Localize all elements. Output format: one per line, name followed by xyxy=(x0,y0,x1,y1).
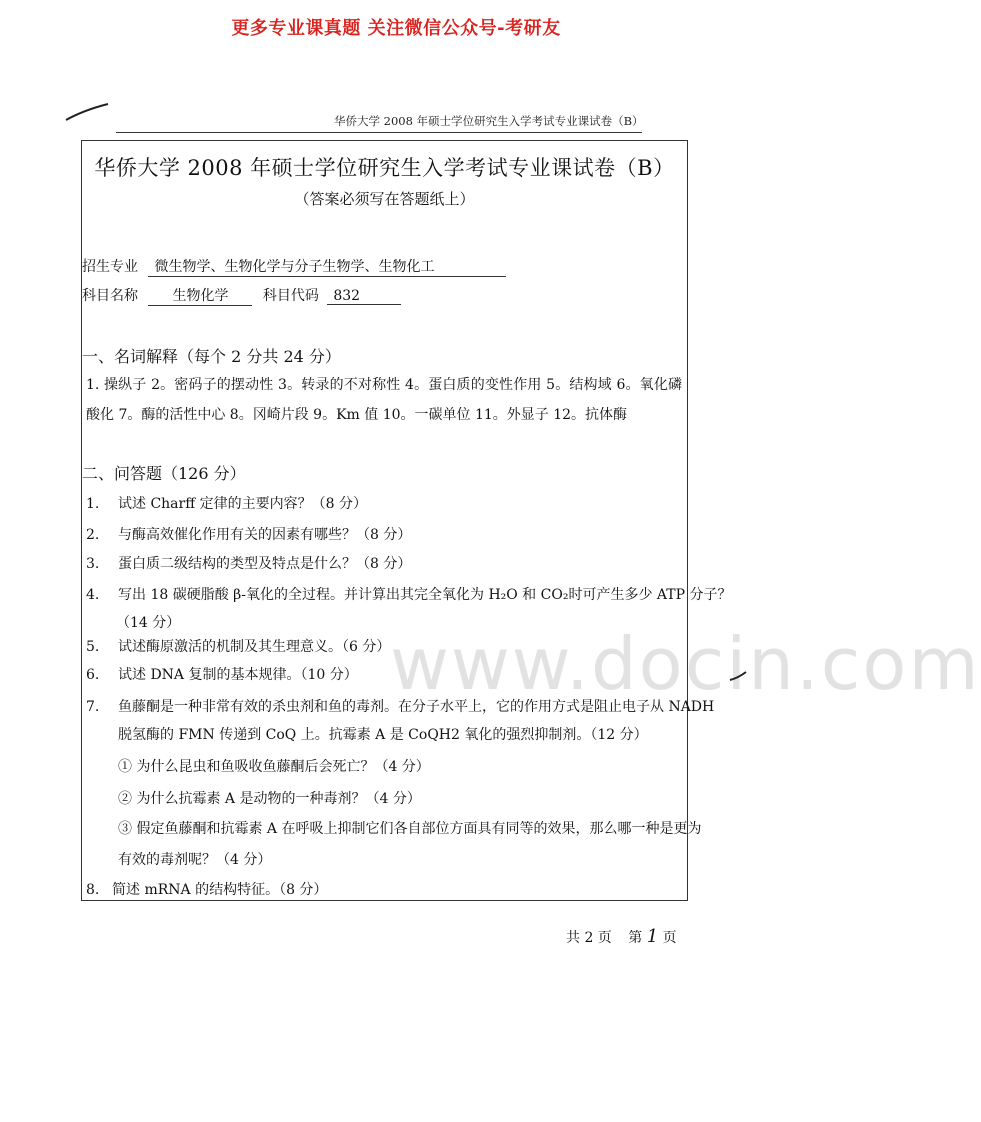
question-1 xyxy=(86,493,367,513)
code-label: 科目代码 xyxy=(262,288,319,304)
pen-stroke-mark xyxy=(64,100,110,124)
question-4-continuation: （14 分） xyxy=(116,615,181,631)
question-text: 试述酶原激活的机制及其生理意义。（6 分） xyxy=(118,639,391,655)
question-number: 3. xyxy=(86,556,100,572)
question-6 xyxy=(86,664,358,684)
question-4 xyxy=(86,584,731,604)
question-5 xyxy=(86,636,390,656)
question-number: 1. xyxy=(86,496,100,512)
page-footer xyxy=(566,926,677,947)
major-value: 微生物学、生物化学与分子生物学、生物化工 xyxy=(148,256,506,277)
code-value: 832 xyxy=(327,288,401,305)
total-pages: 共 2 页 xyxy=(566,930,612,946)
question-number: 4. xyxy=(86,587,100,603)
major-row xyxy=(82,256,506,277)
header-rule xyxy=(116,132,642,133)
question-number: 2. xyxy=(86,527,100,543)
question-number: 6. xyxy=(86,667,100,683)
sub-question-3-continuation: 有效的毒剂呢？（4 分） xyxy=(118,852,272,868)
question-number: 5. xyxy=(86,639,100,655)
margin-tick-mark xyxy=(728,668,748,682)
exam-subtitle: （答案必须写在答题纸上） xyxy=(294,190,475,208)
question-8 xyxy=(86,879,327,899)
sub-question-2: ② 为什么抗霉素 A 是动物的一种毒剂？（4 分） xyxy=(118,791,421,807)
question-text: 鱼藤酮是一种非常有效的杀虫剂和鱼的毒剂。在分子水平上，它的作用方式是阻止电子从 NADH xyxy=(118,699,715,715)
sub-question-3: ③ 假定鱼藤酮和抗霉素 A 在呼吸上抑制它们各自部位方面具有同等的效果，那么哪一种是更为 xyxy=(118,821,702,837)
page-prefix: 第 xyxy=(628,930,643,946)
section-1-terms: 1. 操纵子 2。密码子的摆动性 3。转录的不对称性 4。蛋白质的变性作用 5。结构域 6。氧化磷酸化 7。酶的活性中心 8。冈崎片段 9。Km 值 10。一碳单位 11。外显子 12。抗体酶 xyxy=(86,377,682,423)
question-number: 7. xyxy=(86,699,100,715)
question-7 xyxy=(86,696,714,716)
question-3 xyxy=(86,553,411,573)
question-number: 8. xyxy=(86,882,100,898)
page-suffix: 页 xyxy=(662,930,677,946)
question-text: 试述 Charff 定律的主要内容？（8 分） xyxy=(118,496,367,512)
question-text: 试述 DNA 复制的基本规律。（10 分） xyxy=(118,667,358,683)
docin-watermark: www.docin.com xyxy=(390,622,981,706)
exam-frame xyxy=(81,140,688,901)
promo-banner: 更多专业课真题 关注微信公众号-考研友 xyxy=(231,18,561,39)
subject-value: 生物化学 xyxy=(148,285,252,306)
section-2-heading: 二、问答题（126 分） xyxy=(82,464,246,483)
question-text: 简述 mRNA 的结构特征。（8 分） xyxy=(112,882,328,898)
question-text: 蛋白质二级结构的类型及特点是什么？（8 分） xyxy=(118,556,412,572)
subject-label: 科目名称 xyxy=(82,288,138,304)
subject-row xyxy=(82,285,401,306)
question-7-continuation: 脱氢酶的 FMN 传递到 CoQ 上。抗霉素 A 是 CoQH2 氧化的强烈抑制剂。（12 分） xyxy=(118,727,648,743)
running-header: 华侨大学 2008 年硕士学位研究生入学考试专业课试卷（B） xyxy=(334,114,644,128)
sub-question-1: ① 为什么昆虫和鱼吸收鱼藤酮后会死亡？（4 分） xyxy=(118,759,430,775)
question-text: 与酶高效催化作用有关的因素有哪些？（8 分） xyxy=(118,527,412,543)
question-text: 写出 18 碳硬脂酸 β-氧化的全过程。并计算出其完全氧化为 H₂O 和 CO₂时可产生多少 ATP 分子？ xyxy=(118,587,732,603)
section-1-heading: 一、名词解释（每个 2 分共 24 分） xyxy=(82,347,341,366)
page-number: 1 xyxy=(646,926,659,947)
question-2 xyxy=(86,524,411,544)
major-label: 招生专业 xyxy=(82,259,138,275)
exam-title: 华侨大学 2008 年硕士学位研究生入学考试专业课试卷（B） xyxy=(94,156,675,180)
